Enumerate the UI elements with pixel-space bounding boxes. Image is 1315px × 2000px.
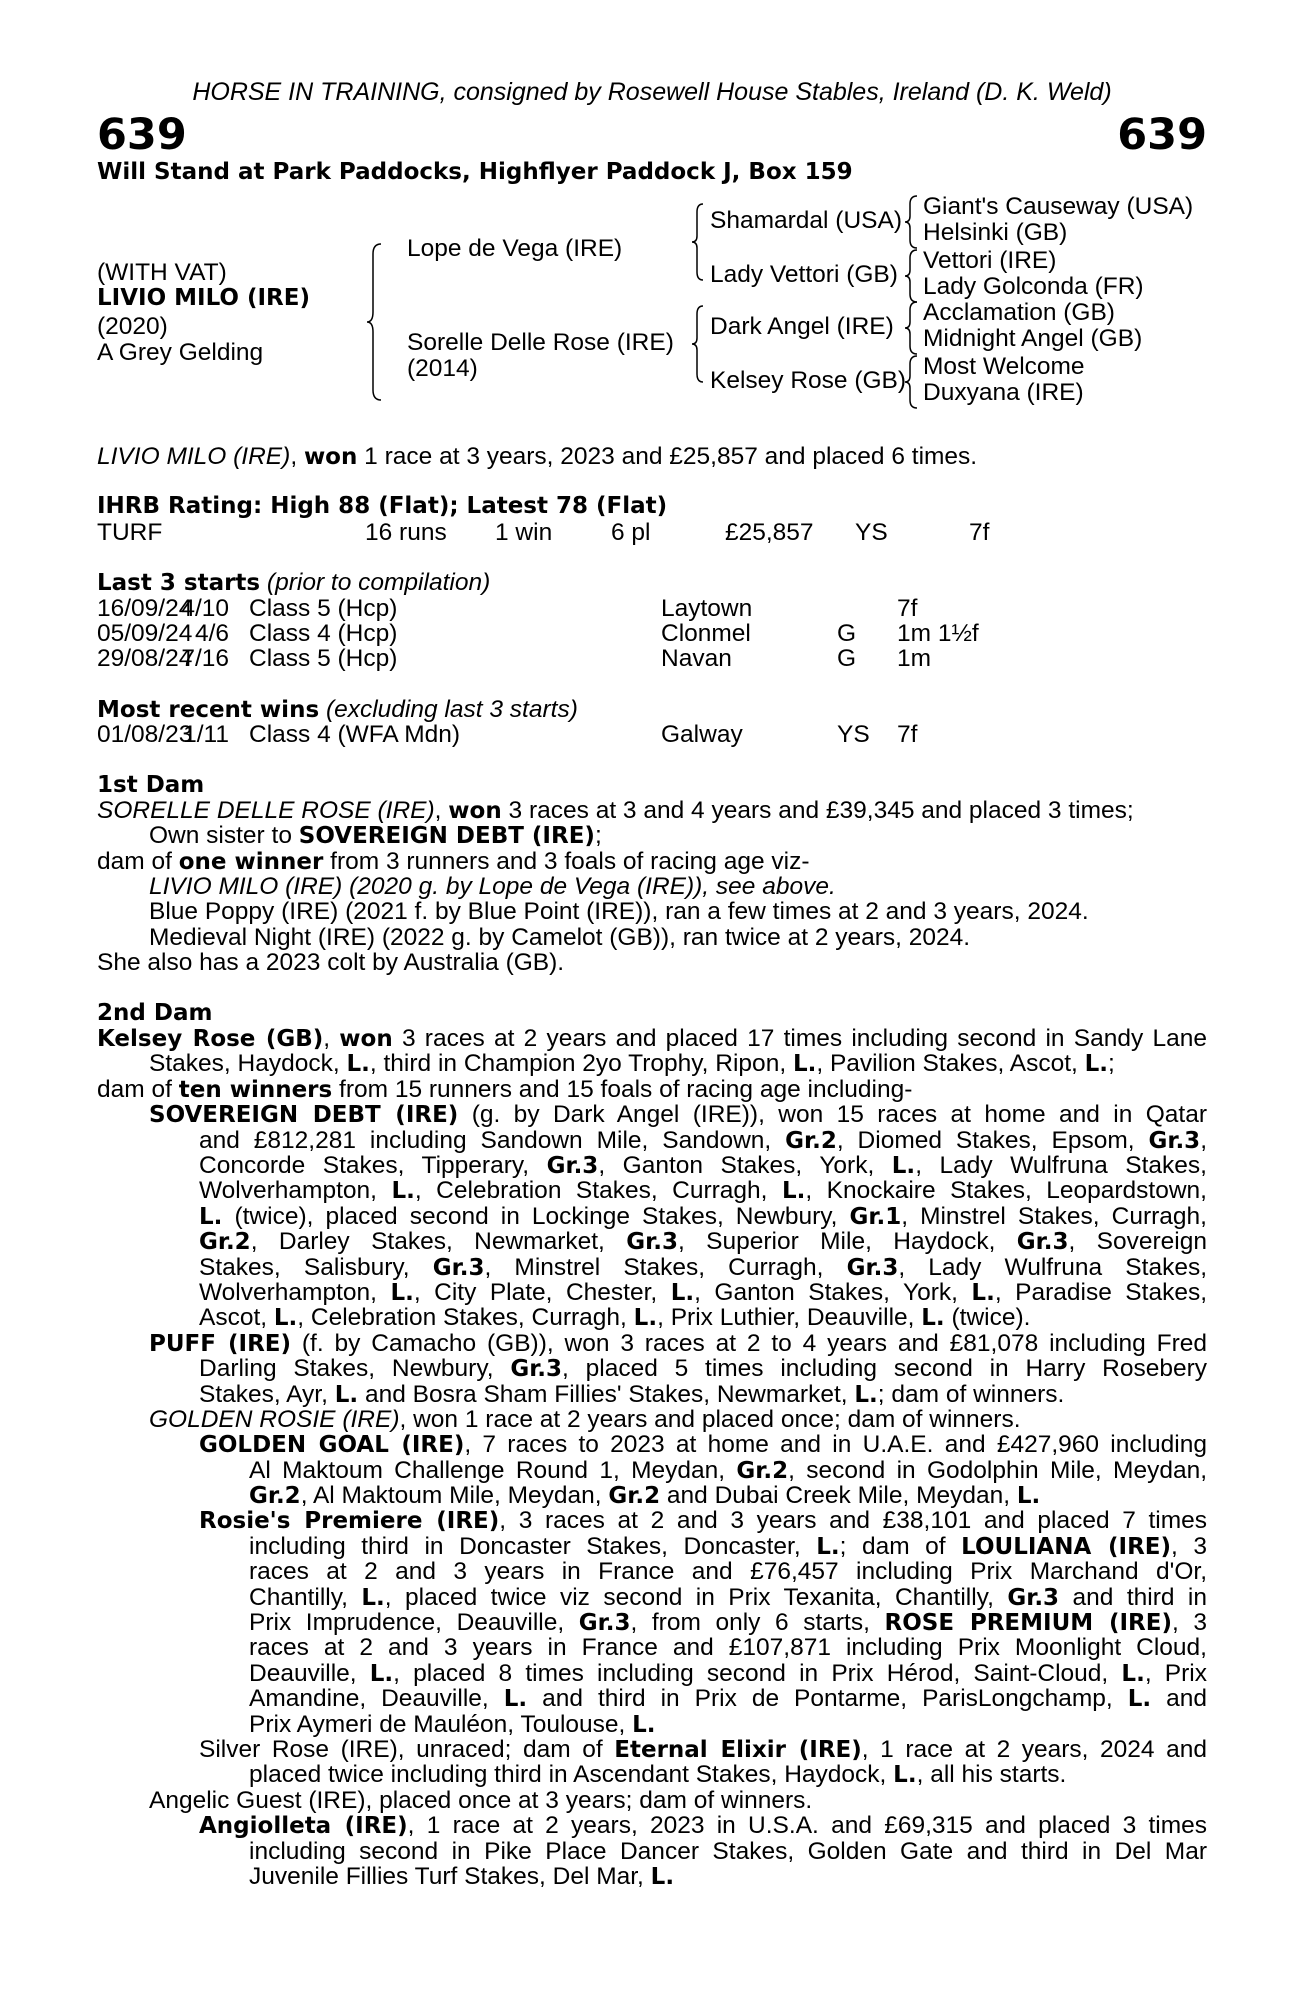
pedigree-brace-g2	[905, 248, 921, 304]
last-start-row	[97, 621, 1207, 646]
catalogue-page	[97, 80, 1207, 1889]
last-start-row-course: Clonmel	[661, 619, 751, 647]
rating-row	[97, 520, 1207, 545]
second-dam-line: Chantilly, L., placed twice viz second in Prix Texanita, Chantilly, Gr.3 and third in	[249, 1583, 1207, 1611]
last-start-row-class: Class 5 (Hcp)	[249, 645, 398, 673]
second-dam-line: Amandine, Deauville, L. and third in Prix de Pontarme, ParisLongchamp, L. and	[249, 1685, 1208, 1713]
second-dam-section	[97, 1001, 1207, 1890]
rating-going: YS	[855, 518, 888, 546]
second-dam-line: Deauville, L., placed 8 times including second in Prix Hérod, Saint-Cloud, L., Prix	[249, 1659, 1208, 1687]
first-dam-title: 1st Dam	[97, 771, 205, 798]
second-dam-line: GOLDEN GOAL (IRE), 7 races to 2023 at home and in U.A.E. and £427,960 including	[199, 1431, 1207, 1459]
grandsire-3: Vettori (IRE)	[923, 247, 1057, 274]
rating-title: IHRB Rating: High 88 (Flat); Latest 78 (Flat)	[97, 493, 668, 520]
rating-section	[97, 494, 1207, 545]
second-dam-line: placed twice including third in Ascendant Stakes, Haydock, L., all his starts.	[249, 1761, 1067, 1789]
second-dam-line: Prix Aymeri de Mauléon, Toulouse, L.	[249, 1710, 656, 1738]
sire-sire: Shamardal (USA)	[710, 207, 902, 234]
last-start-row-course: Navan	[661, 645, 732, 673]
rating-placed: 6 pl	[611, 518, 651, 546]
recent-win-row-course: Galway	[661, 721, 743, 749]
last-start-row-date: 05/09/24	[97, 619, 193, 647]
dam-sire: Dark Angel (IRE)	[710, 313, 894, 340]
recent-win-row-going: YS	[837, 721, 870, 749]
pedigree-brace-g4	[905, 354, 921, 410]
second-dam-line: Wolverhampton, L., Celebration Stakes, Curragh, L., Knockaire Stakes, Leopardstown,	[199, 1177, 1207, 1205]
recent-win-row-class: Class 4 (WFA Mdn)	[249, 721, 461, 749]
last-start-row-class: Class 5 (Hcp)	[249, 594, 398, 622]
last-start-row-going: G	[837, 619, 857, 647]
pedigree-brace-sire	[691, 202, 707, 282]
pedigree-brace-g1	[905, 194, 921, 250]
dam-year: (2014)	[407, 355, 478, 382]
last-start-row-pos: 4/6	[194, 619, 229, 647]
second-dam-line: Concorde Stakes, Tipperary, Gr.3, Ganton Stakes, York, L., Lady Wulfruna Stakes,	[199, 1151, 1207, 1179]
first-dam-line: dam of one winner from 3 runners and 3 foals of racing age viz-	[97, 847, 810, 875]
recent-win-row-pos: 1/11	[183, 721, 229, 749]
first-dam-line: Medieval Night (IRE) (2022 g. by Camelot (GB)), ran twice at 2 years, 2024.	[149, 923, 971, 951]
second-dam-line: Prix Imprudence, Deauville, Gr.3, from only 6 starts, ROSE PREMIUM (IRE), 3	[249, 1609, 1207, 1637]
first-dam-line: She also has a 2023 colt by Australia (GB).	[97, 949, 565, 977]
second-dam-line: races at 2 and 3 years in France and £76,457 including Prix Marchand d'Or,	[249, 1558, 1207, 1586]
grandsire-2: Helsinki (GB)	[923, 219, 1068, 246]
rating-wins: 1 win	[495, 518, 553, 546]
second-dam-line: races at 2 and 3 years in France and £107,871 including Prix Moonlight Cloud,	[249, 1634, 1207, 1662]
grandsire-8: Duxyana (IRE)	[923, 379, 1084, 406]
second-dam-line: Gr.2, Al Maktoum Mile, Meydan, Gr.2 and Dubai Creek Mile, Meydan, L.	[249, 1482, 1041, 1510]
second-dam-line: Gr.2, Darley Stakes, Newmarket, Gr.3, Superior Mile, Haydock, Gr.3, Sovereign	[199, 1228, 1208, 1256]
last-start-row-pos: 7/16	[181, 645, 229, 673]
first-dam-line: Own sister to SOVEREIGN DEBT (IRE);	[149, 822, 602, 850]
recent-win-row	[97, 722, 1207, 747]
rating-distance: 7f	[969, 518, 990, 546]
dam-dam: Kelsey Rose (GB)	[710, 367, 907, 394]
last-start-row-dist: 7f	[897, 594, 918, 622]
second-dam-line: including third in Doncaster Stakes, Doncaster, L.; dam of LOULIANA (IRE), 3	[249, 1532, 1207, 1560]
second-dam-line: Darling Stakes, Newbury, Gr.3, placed 5 times including second in Harry Rosebery	[199, 1355, 1207, 1383]
first-dam-line: Blue Poppy (IRE) (2021 f. by Blue Point (IRE)), ran a few times at 2 and 3 years, 2024.	[149, 898, 1089, 926]
last-start-row-class: Class 4 (Hcp)	[249, 619, 398, 647]
grandsire-5: Acclamation (GB)	[923, 299, 1115, 326]
horse-description: A Grey Gelding	[97, 339, 264, 366]
consignment-line: HORSE IN TRAINING, consigned by Rosewell House Stables, Ireland (D. K. Weld)	[192, 78, 1112, 106]
grandsire-1: Giant's Causeway (USA)	[923, 193, 1194, 220]
last-start-row-pos: 4/10	[181, 594, 229, 622]
second-dam-line: PUFF (IRE) (f. by Camacho (GB)), won 3 races at 2 to 4 years and £81,078 including Fred	[149, 1329, 1208, 1357]
rating-runs: 16 runs	[365, 518, 447, 546]
horse-year: (2020)	[97, 313, 168, 340]
second-dam-line: including second in Pike Place Dancer Stakes, Golden Gate and third in Del Mar	[249, 1837, 1207, 1865]
sire-dam: Lady Vettori (GB)	[710, 261, 898, 288]
second-dam-line: Juvenile Fillies Turf Stakes, Del Mar, L.	[249, 1862, 675, 1890]
second-dam-line: Rosie's Premiere (IRE), 3 races at 2 and 3 years and £38,101 and placed 7 times	[199, 1507, 1207, 1535]
first-dam-line: SORELLE DELLE ROSE (IRE), won 3 races at 3 and 4 years and £39,345 and placed 3 times;	[97, 796, 1134, 824]
second-dam-line: Al Maktoum Challenge Round 1, Meydan, Gr.2, second in Godolphin Mile, Meydan,	[249, 1456, 1208, 1484]
grandsire-7: Most Welcome	[923, 353, 1085, 380]
second-dam-line: Silver Rose (IRE), unraced; dam of Eternal Elixir (IRE), 1 race at 2 years, 2024 and	[199, 1735, 1207, 1763]
second-dam-line: Stakes, Haydock, L., third in Champion 2yo Trophy, Ripon, L., Pavilion Stakes, Ascot, L.;	[149, 1050, 1115, 1078]
last-start-row-dist: 1m	[897, 645, 932, 673]
second-dam-line: Angiolleta (IRE), 1 race at 2 years, 2023 in U.S.A. and £69,315 and placed 3 times	[199, 1812, 1207, 1840]
rating-surface: TURF	[97, 518, 163, 546]
lot-number-right: 639	[1117, 110, 1207, 160]
race-summary: LIVIO MILO (IRE), won 1 race at 3 years, 2023 and £25,857 and placed 6 times.	[97, 443, 978, 470]
pedigree-brace-g3	[905, 300, 921, 356]
last-starts-section: Last 3 starts (prior to compilation) 16/09/24 4/10 Class 5 (Hcp) Laytown 7f 05/09/24 4/6 Class 4 (Hcp) Clonmel G 1m 1½f 29/08/24 7/16 Class 5 (Hcp) Navan G 1m	[97, 570, 1207, 672]
first-dam-section	[97, 773, 1207, 976]
last-start-row-dist: 1m 1½f	[897, 619, 979, 647]
second-dam-line: L. (twice), placed second in Lockinge Stakes, Newbury, Gr.1, Minstrel Stakes, Curragh,	[199, 1202, 1207, 1230]
lot-number-row	[97, 110, 1207, 160]
last-start-row	[97, 596, 1207, 621]
horse-name: LIVIO MILO (IRE)	[97, 285, 310, 311]
sire: Lope de Vega (IRE)	[407, 235, 623, 262]
recent-win-row-dist: 7f	[897, 721, 918, 749]
rating-earnings: £25,857	[725, 518, 814, 546]
last-start-row-date: 29/08/24	[97, 645, 193, 673]
second-dam-line: Angelic Guest (IRE), placed once at 3 years; dam of winners.	[149, 1786, 813, 1814]
last-start-row-course: Laytown	[661, 594, 753, 622]
second-dam-line: Stakes, Salisbury, Gr.3, Minstrel Stakes, Curragh, Gr.3, Lady Wulfruna Stakes,	[199, 1253, 1208, 1281]
dam: Sorelle Delle Rose (IRE)	[407, 329, 674, 356]
second-dam-line: Wolverhampton, L., City Plate, Chester, L., Ganton Stakes, York, L., Paradise Stakes,	[199, 1278, 1208, 1306]
pedigree-table	[97, 194, 1207, 424]
recent-win-row-date: 01/08/23	[97, 721, 193, 749]
pedigree-brace-main	[367, 242, 387, 402]
second-dam-line: and £812,281 including Sandown Mile, Sandown, Gr.2, Diomed Stakes, Epsom, Gr.3,	[199, 1126, 1207, 1154]
vat-label: (WITH VAT)	[97, 259, 227, 286]
stand-location: Will Stand at Park Paddocks, Highflyer Paddock J, Box 159	[97, 159, 853, 185]
second-dam-line: SOVEREIGN DEBT (IRE) (g. by Dark Angel (IRE)), won 15 races at home and in Qatar	[149, 1101, 1207, 1129]
recent-wins-section: Most recent wins (excluding last 3 starts) 01/08/23 1/11 Class 4 (WFA Mdn) Galway YS 7f	[97, 697, 1207, 748]
second-dam-line: GOLDEN ROSIE (IRE), won 1 race at 2 years and placed once; dam of winners.	[149, 1405, 1021, 1433]
second-dam-title: 2nd Dam	[97, 999, 213, 1026]
last-start-row-date: 16/09/24	[97, 594, 193, 622]
grandsire-6: Midnight Angel (GB)	[923, 325, 1143, 352]
grandsire-4: Lady Golconda (FR)	[923, 273, 1144, 300]
lot-number-left: 639	[97, 110, 187, 160]
second-dam-line: Stakes, Ayr, L. and Bosra Sham Fillies' Stakes, Newmarket, L.; dam of winners.	[199, 1380, 1065, 1408]
last-start-row	[97, 646, 1207, 671]
second-dam-line: Kelsey Rose (GB), won 3 races at 2 years and placed 17 times including second in Sandy Lane	[97, 1025, 1207, 1053]
second-dam-line: dam of ten winners from 15 runners and 15 foals of racing age including-	[97, 1075, 913, 1103]
pedigree-brace-dam	[691, 304, 707, 384]
last-start-row-going: G	[837, 645, 857, 673]
first-dam-line: LIVIO MILO (IRE) (2020 g. by Lope de Vega (IRE)), see above.	[149, 873, 836, 901]
second-dam-line: Ascot, L., Celebration Stakes, Curragh, L., Prix Luthier, Deauville, L. (twice).	[199, 1304, 1031, 1332]
